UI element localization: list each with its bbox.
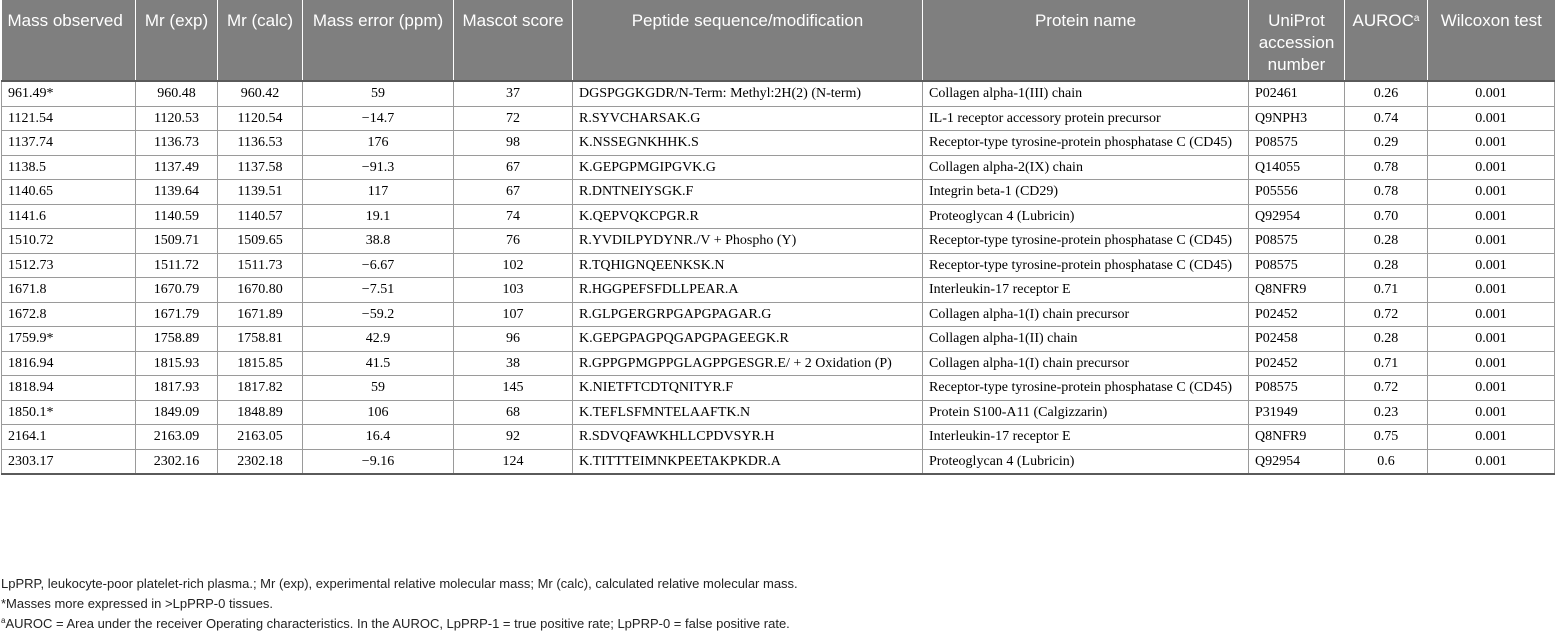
cell-uniprot-accession: Q92954 xyxy=(1249,204,1345,229)
cell-mass-error: 59 xyxy=(303,81,454,106)
cell-mr-exp: 1670.79 xyxy=(136,278,218,303)
cell-wilcoxon: 0.001 xyxy=(1428,204,1555,229)
cell-mr-calc: 960.42 xyxy=(218,81,303,106)
footnote-abbreviations: LpPRP, leukocyte-poor platelet-rich plasma.; Mr (exp), experimental relative molecular mass; Mr (calc), calculated relative molecular mass. xyxy=(1,576,798,591)
cell-mass-observed: 1137.74 xyxy=(2,131,136,156)
cell-mr-exp: 960.48 xyxy=(136,81,218,106)
table-row xyxy=(2,400,1555,425)
cell-mr-exp: 1849.09 xyxy=(136,400,218,425)
cell-peptide-sequence: R.YVDILPYDYNR./V + Phospho (Y) xyxy=(573,229,923,254)
cell-uniprot-accession: P02452 xyxy=(1249,351,1345,376)
cell-mass-error: −7.51 xyxy=(303,278,454,303)
cell-protein-name: Protein S100-A11 (Calgizzarin) xyxy=(923,400,1249,425)
cell-mr-calc: 2163.05 xyxy=(218,425,303,450)
cell-auroc: 0.74 xyxy=(1345,106,1428,131)
cell-mass-observed: 1672.8 xyxy=(2,302,136,327)
cell-peptide-sequence: R.TQHIGNQEENKSK.N xyxy=(573,253,923,278)
cell-auroc: 0.23 xyxy=(1345,400,1428,425)
cell-mascot-score: 103 xyxy=(454,278,573,303)
cell-protein-name: Interleukin-17 receptor E xyxy=(923,425,1249,450)
cell-mr-exp: 2302.16 xyxy=(136,449,218,474)
cell-mass-observed: 1138.5 xyxy=(2,155,136,180)
cell-mascot-score: 72 xyxy=(454,106,573,131)
cell-auroc: 0.26 xyxy=(1345,81,1428,106)
cell-auroc: 0.70 xyxy=(1345,204,1428,229)
cell-mass-observed: 1121.54 xyxy=(2,106,136,131)
cell-uniprot-accession: P08575 xyxy=(1249,229,1345,254)
header-mascot-score: Mascot score xyxy=(454,0,573,81)
table-row xyxy=(2,204,1555,229)
cell-protein-name: Collagen alpha-1(I) chain precursor xyxy=(923,351,1249,376)
footnote-star: *Masses more expressed in >LpPRP-0 tissues. xyxy=(1,596,274,611)
cell-wilcoxon: 0.001 xyxy=(1428,302,1555,327)
cell-peptide-sequence: R.GPPGPMGPPGLAGPPGESGR.E/ + 2 Oxidation (P) xyxy=(573,351,923,376)
cell-wilcoxon: 0.001 xyxy=(1428,376,1555,401)
cell-wilcoxon: 0.001 xyxy=(1428,229,1555,254)
footnote-auroc-marker: a xyxy=(1,616,6,625)
cell-mascot-score: 76 xyxy=(454,229,573,254)
cell-peptide-sequence: DGSPGGKGDR/N-Term: Methyl:2H(2) (N-term) xyxy=(573,81,923,106)
cell-mascot-score: 145 xyxy=(454,376,573,401)
cell-peptide-sequence: K.GEPGPMGIPGVK.G xyxy=(573,155,923,180)
header-mr-exp: Mr (exp) xyxy=(136,0,218,81)
cell-mascot-score: 67 xyxy=(454,155,573,180)
table-row xyxy=(2,131,1555,156)
cell-mr-exp: 1815.93 xyxy=(136,351,218,376)
cell-peptide-sequence: K.QEPVQKCPGR.R xyxy=(573,204,923,229)
cell-mass-observed: 1671.8 xyxy=(2,278,136,303)
cell-mascot-score: 74 xyxy=(454,204,573,229)
cell-mass-observed: 1759.9* xyxy=(2,327,136,352)
header-auroc-footnote-marker: a xyxy=(1413,13,1420,24)
cell-protein-name: Receptor-type tyrosine-protein phosphatase C (CD45) xyxy=(923,229,1249,254)
cell-mr-calc: 1670.80 xyxy=(218,278,303,303)
cell-protein-name: IL-1 receptor accessory protein precursor xyxy=(923,106,1249,131)
cell-mass-error: −59.2 xyxy=(303,302,454,327)
cell-mass-error: −6.67 xyxy=(303,253,454,278)
cell-peptide-sequence: R.SDVQFAWKHLLCPDVSYR.H xyxy=(573,425,923,450)
cell-peptide-sequence: K.NSSEGNKHHK.S xyxy=(573,131,923,156)
cell-uniprot-accession: P02461 xyxy=(1249,81,1345,106)
cell-mr-calc: 1848.89 xyxy=(218,400,303,425)
cell-uniprot-accession: Q8NFR9 xyxy=(1249,425,1345,450)
header-uniprot-accession: UniProt accession number xyxy=(1249,0,1345,81)
cell-mass-observed: 1141.6 xyxy=(2,204,136,229)
cell-mass-error: −14.7 xyxy=(303,106,454,131)
cell-wilcoxon: 0.001 xyxy=(1428,351,1555,376)
cell-mass-observed: 1512.73 xyxy=(2,253,136,278)
cell-mr-calc: 1671.89 xyxy=(218,302,303,327)
cell-mr-exp: 1136.73 xyxy=(136,131,218,156)
cell-uniprot-accession: P02452 xyxy=(1249,302,1345,327)
cell-uniprot-accession: P02458 xyxy=(1249,327,1345,352)
cell-auroc: 0.71 xyxy=(1345,351,1428,376)
cell-mr-exp: 1511.72 xyxy=(136,253,218,278)
cell-auroc: 0.71 xyxy=(1345,278,1428,303)
cell-mascot-score: 92 xyxy=(454,425,573,450)
table-row xyxy=(2,351,1555,376)
header-auroc xyxy=(1345,0,1428,81)
cell-mass-error: 106 xyxy=(303,400,454,425)
cell-mass-observed: 1818.94 xyxy=(2,376,136,401)
cell-protein-name: Collagen alpha-2(IX) chain xyxy=(923,155,1249,180)
cell-mass-error: 176 xyxy=(303,131,454,156)
cell-protein-name: Interleukin-17 receptor E xyxy=(923,278,1249,303)
cell-auroc: 0.28 xyxy=(1345,327,1428,352)
cell-mascot-score: 98 xyxy=(454,131,573,156)
cell-mascot-score: 107 xyxy=(454,302,573,327)
cell-mass-error: 16.4 xyxy=(303,425,454,450)
cell-uniprot-accession: Q8NFR9 xyxy=(1249,278,1345,303)
cell-mass-observed: 1816.94 xyxy=(2,351,136,376)
cell-protein-name: Proteoglycan 4 (Lubricin) xyxy=(923,449,1249,474)
cell-uniprot-accession: P08575 xyxy=(1249,253,1345,278)
cell-mr-calc: 1140.57 xyxy=(218,204,303,229)
table-row xyxy=(2,278,1555,303)
cell-mr-calc: 1137.58 xyxy=(218,155,303,180)
cell-wilcoxon: 0.001 xyxy=(1428,81,1555,106)
footnote-auroc xyxy=(1,614,1554,634)
cell-mass-error: 42.9 xyxy=(303,327,454,352)
cell-wilcoxon: 0.001 xyxy=(1428,425,1555,450)
table-row xyxy=(2,81,1555,106)
cell-auroc: 0.75 xyxy=(1345,425,1428,450)
header-mr-calc: Mr (calc) xyxy=(218,0,303,81)
cell-protein-name: Collagen alpha-1(II) chain xyxy=(923,327,1249,352)
cell-mr-calc: 1815.85 xyxy=(218,351,303,376)
cell-protein-name: Receptor-type tyrosine-protein phosphatase C (CD45) xyxy=(923,376,1249,401)
cell-peptide-sequence: R.SYVCHARSAK.G xyxy=(573,106,923,131)
cell-mass-error: 59 xyxy=(303,376,454,401)
table-row xyxy=(2,155,1555,180)
table-row xyxy=(2,229,1555,254)
cell-mr-calc: 1511.73 xyxy=(218,253,303,278)
cell-auroc: 0.78 xyxy=(1345,180,1428,205)
cell-mr-exp: 1758.89 xyxy=(136,327,218,352)
cell-protein-name: Proteoglycan 4 (Lubricin) xyxy=(923,204,1249,229)
cell-protein-name: Collagen alpha-1(I) chain precursor xyxy=(923,302,1249,327)
cell-peptide-sequence: K.TITTTEIMNKPEETAKPKDR.A xyxy=(573,449,923,474)
table-footnotes xyxy=(1,574,1554,634)
header-wilcoxon-test: Wilcoxon test xyxy=(1428,0,1555,81)
cell-protein-name: Receptor-type tyrosine-protein phosphatase C (CD45) xyxy=(923,253,1249,278)
cell-mass-error: 19.1 xyxy=(303,204,454,229)
cell-uniprot-accession: P08575 xyxy=(1249,131,1345,156)
footnote-auroc-text: AUROC = Area under the receiver Operating characteristics. In the AUROC, LpPRP-1 = true positive rate; LpPRP-0 = false positive rate. xyxy=(5,616,790,631)
cell-mr-calc: 1136.53 xyxy=(218,131,303,156)
cell-mr-calc: 2302.18 xyxy=(218,449,303,474)
cell-auroc: 0.6 xyxy=(1345,449,1428,474)
cell-mr-exp: 1671.79 xyxy=(136,302,218,327)
cell-mr-exp: 1509.71 xyxy=(136,229,218,254)
cell-mr-calc: 1817.82 xyxy=(218,376,303,401)
cell-peptide-sequence: K.TEFLSFMNTELAAFTK.N xyxy=(573,400,923,425)
cell-wilcoxon: 0.001 xyxy=(1428,131,1555,156)
cell-mr-exp: 1817.93 xyxy=(136,376,218,401)
cell-peptide-sequence: K.NIETFTCDTQNITYR.F xyxy=(573,376,923,401)
cell-uniprot-accession: Q9NPH3 xyxy=(1249,106,1345,131)
cell-wilcoxon: 0.001 xyxy=(1428,327,1555,352)
cell-mascot-score: 68 xyxy=(454,400,573,425)
cell-mass-observed: 2303.17 xyxy=(2,449,136,474)
table-row xyxy=(2,449,1555,474)
cell-mass-observed: 2164.1 xyxy=(2,425,136,450)
table-header xyxy=(2,0,1555,81)
cell-auroc: 0.28 xyxy=(1345,253,1428,278)
cell-protein-name: Collagen alpha-1(III) chain xyxy=(923,81,1249,106)
table-body xyxy=(2,81,1555,474)
cell-protein-name: Integrin beta-1 (CD29) xyxy=(923,180,1249,205)
cell-mass-error: 41.5 xyxy=(303,351,454,376)
cell-mass-observed: 1510.72 xyxy=(2,229,136,254)
table-row xyxy=(2,253,1555,278)
cell-mass-error: −91.3 xyxy=(303,155,454,180)
cell-protein-name: Receptor-type tyrosine-protein phosphatase C (CD45) xyxy=(923,131,1249,156)
table-row xyxy=(2,376,1555,401)
cell-auroc: 0.78 xyxy=(1345,155,1428,180)
cell-mr-exp: 1139.64 xyxy=(136,180,218,205)
cell-wilcoxon: 0.001 xyxy=(1428,400,1555,425)
cell-mass-observed: 1140.65 xyxy=(2,180,136,205)
cell-mass-observed: 961.49* xyxy=(2,81,136,106)
cell-mascot-score: 38 xyxy=(454,351,573,376)
cell-mr-calc: 1139.51 xyxy=(218,180,303,205)
header-peptide-sequence: Peptide sequence/modification xyxy=(573,0,923,81)
cell-auroc: 0.72 xyxy=(1345,302,1428,327)
cell-uniprot-accession: Q92954 xyxy=(1249,449,1345,474)
cell-peptide-sequence: R.HGGPEFSFDLLPEAR.A xyxy=(573,278,923,303)
header-mass-error: Mass error (ppm) xyxy=(303,0,454,81)
cell-mascot-score: 102 xyxy=(454,253,573,278)
cell-peptide-sequence: K.GEPGPAGPQGAPGPAGEEGK.R xyxy=(573,327,923,352)
header-mass-observed: Mass observed xyxy=(2,0,136,81)
cell-mass-error: 117 xyxy=(303,180,454,205)
cell-mr-calc: 1758.81 xyxy=(218,327,303,352)
cell-peptide-sequence: R.GLPGERGRPGAPGPAGAR.G xyxy=(573,302,923,327)
cell-mr-exp: 1137.49 xyxy=(136,155,218,180)
cell-mass-observed: 1850.1* xyxy=(2,400,136,425)
cell-peptide-sequence: R.DNTNEIYSGK.F xyxy=(573,180,923,205)
cell-mascot-score: 96 xyxy=(454,327,573,352)
cell-wilcoxon: 0.001 xyxy=(1428,253,1555,278)
header-auroc-label: AUROC xyxy=(1352,11,1414,30)
cell-mascot-score: 124 xyxy=(454,449,573,474)
cell-uniprot-accession: P31949 xyxy=(1249,400,1345,425)
cell-wilcoxon: 0.001 xyxy=(1428,278,1555,303)
cell-mr-exp: 1120.53 xyxy=(136,106,218,131)
cell-mascot-score: 67 xyxy=(454,180,573,205)
table-row xyxy=(2,425,1555,450)
cell-mass-error: 38.8 xyxy=(303,229,454,254)
table-row xyxy=(2,106,1555,131)
cell-auroc: 0.29 xyxy=(1345,131,1428,156)
cell-mr-exp: 1140.59 xyxy=(136,204,218,229)
table-row xyxy=(2,302,1555,327)
cell-wilcoxon: 0.001 xyxy=(1428,155,1555,180)
cell-mass-error: −9.16 xyxy=(303,449,454,474)
cell-wilcoxon: 0.001 xyxy=(1428,180,1555,205)
cell-mr-calc: 1120.54 xyxy=(218,106,303,131)
cell-uniprot-accession: P05556 xyxy=(1249,180,1345,205)
results-table-container xyxy=(1,0,1554,475)
cell-mr-exp: 2163.09 xyxy=(136,425,218,450)
cell-auroc: 0.28 xyxy=(1345,229,1428,254)
cell-uniprot-accession: P08575 xyxy=(1249,376,1345,401)
cell-uniprot-accession: Q14055 xyxy=(1249,155,1345,180)
header-protein-name: Protein name xyxy=(923,0,1249,81)
cell-auroc: 0.72 xyxy=(1345,376,1428,401)
peptide-results-table xyxy=(1,0,1555,475)
cell-wilcoxon: 0.001 xyxy=(1428,106,1555,131)
table-row xyxy=(2,327,1555,352)
cell-wilcoxon: 0.001 xyxy=(1428,449,1555,474)
table-row xyxy=(2,180,1555,205)
cell-mascot-score: 37 xyxy=(454,81,573,106)
cell-mr-calc: 1509.65 xyxy=(218,229,303,254)
